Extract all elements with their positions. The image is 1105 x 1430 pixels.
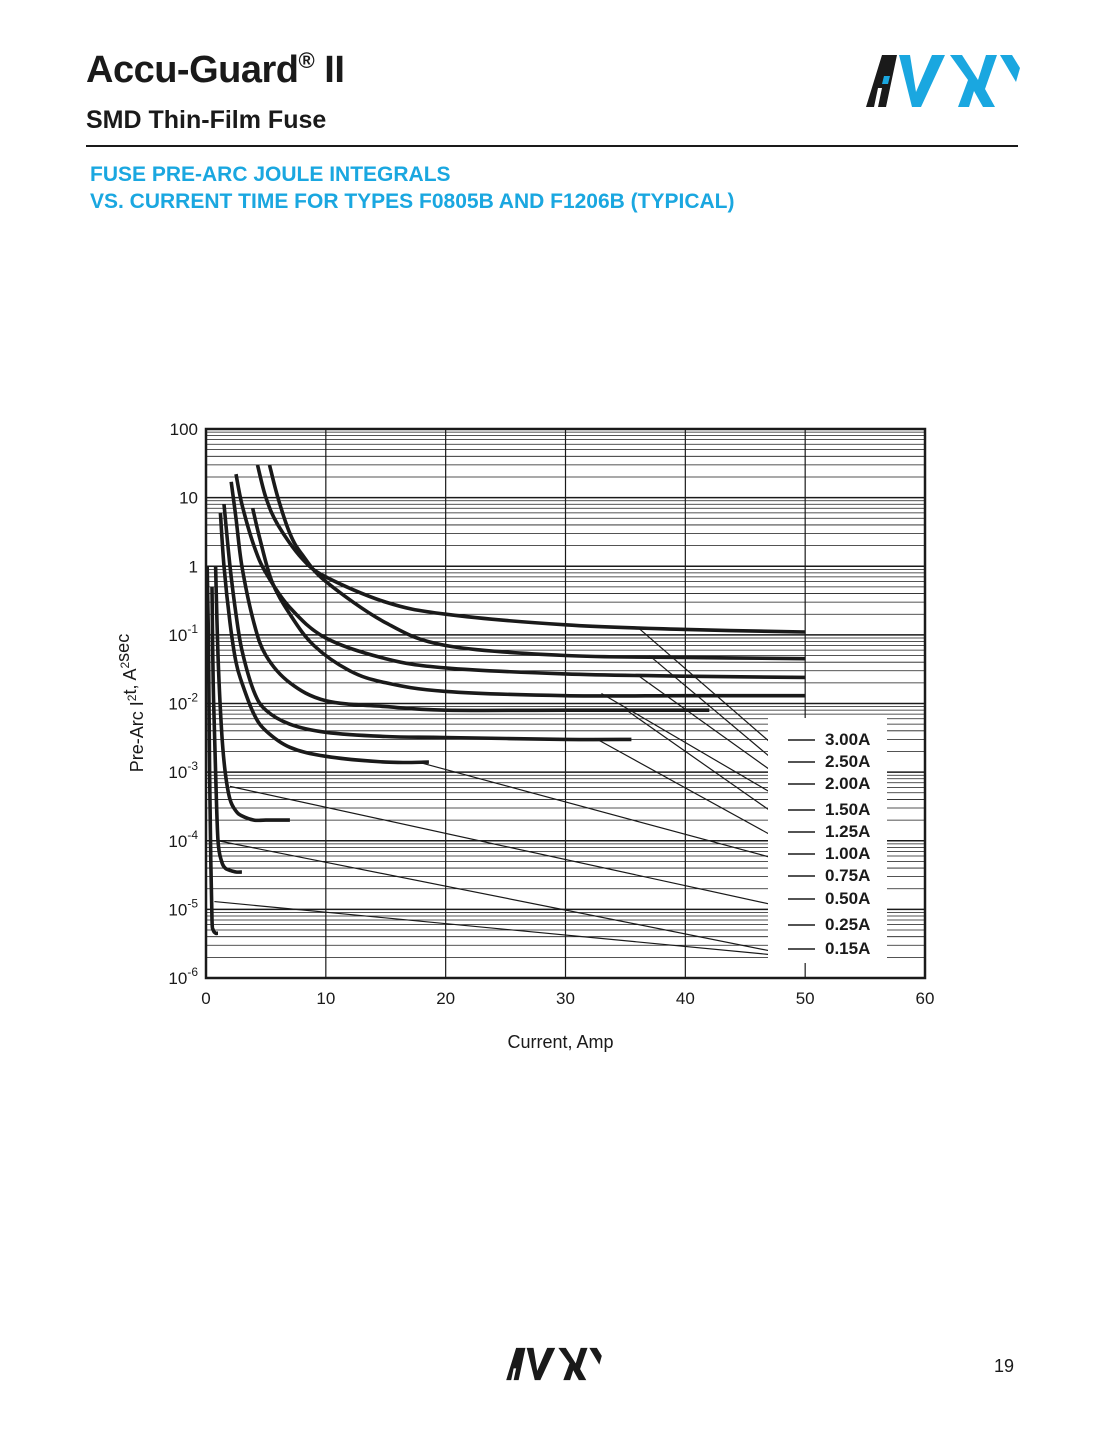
- series-curve-3.00A: [258, 465, 806, 632]
- chart-heading-line-2: VS. CURRENT TIME FOR TYPES F0805B AND F1206B (TYPICAL): [90, 190, 735, 213]
- legend-label-0.25A: 0.25A: [825, 915, 871, 934]
- y-tick-label: 1: [188, 557, 198, 577]
- legend-label-0.15A: 0.15A: [825, 939, 871, 958]
- y-tick-label: $10^{-1}$: [168, 621, 198, 645]
- x-tick-label: 50: [795, 989, 815, 1008]
- series-curves: [207, 465, 805, 934]
- product-suffix: II: [324, 49, 345, 91]
- tangent-line-0.50A: [230, 786, 769, 904]
- page-number: 19: [994, 1356, 1015, 1376]
- x-axis-label: Current, Amp: [507, 1032, 614, 1052]
- product-subtitle: SMD Thin-Film Fuse: [86, 106, 327, 134]
- y-tick-labels: [168, 420, 198, 988]
- product-name: Accu-Guard: [86, 49, 299, 91]
- x-tick-label: 20: [436, 989, 456, 1008]
- legend-label-3.00A: 3.00A: [825, 730, 871, 749]
- legend-label-1.25A: 1.25A: [825, 822, 871, 841]
- tangent-line-2.00A: [637, 675, 769, 769]
- tangent-line-0.25A: [218, 841, 769, 951]
- y-tick-label: 10: [179, 488, 198, 508]
- x-tick-labels: [201, 989, 934, 1008]
- tangent-line-0.75A: [418, 762, 769, 857]
- y-axis-label: Pre-Arc $I^2t$, $A^2\sec$: [113, 633, 147, 773]
- legend-label-1.50A: 1.50A: [825, 800, 871, 819]
- legend-label-2.50A: 2.50A: [825, 752, 871, 771]
- y-tick-label: $10^{-3}$: [168, 759, 198, 783]
- x-tick-label: 60: [915, 989, 935, 1008]
- y-tick-label: 100: [169, 420, 198, 439]
- footer-avx-logo: [506, 1346, 602, 1382]
- x-tick-label: 40: [675, 989, 695, 1008]
- y-tick-label: $10^{-6}$: [168, 965, 198, 988]
- legend-label-1.00A: 1.00A: [825, 844, 871, 863]
- x-tick-label: 10: [316, 989, 336, 1008]
- legend-label-0.75A: 0.75A: [825, 866, 871, 885]
- legend-label-2.00A: 2.00A: [825, 774, 871, 793]
- legend-label-0.50A: 0.50A: [825, 889, 871, 908]
- y-tick-label: $10^{-5}$: [168, 896, 198, 920]
- y-tick-label: $10^{-4}$: [168, 827, 198, 851]
- registered-mark: ®: [298, 48, 315, 73]
- x-tick-label: 0: [201, 989, 211, 1008]
- chart-heading-line-1: FUSE PRE-ARC JOULE INTEGRALS: [90, 163, 451, 186]
- y-tick-label: $10^{-2}$: [168, 690, 198, 714]
- x-tick-label: 30: [556, 989, 575, 1008]
